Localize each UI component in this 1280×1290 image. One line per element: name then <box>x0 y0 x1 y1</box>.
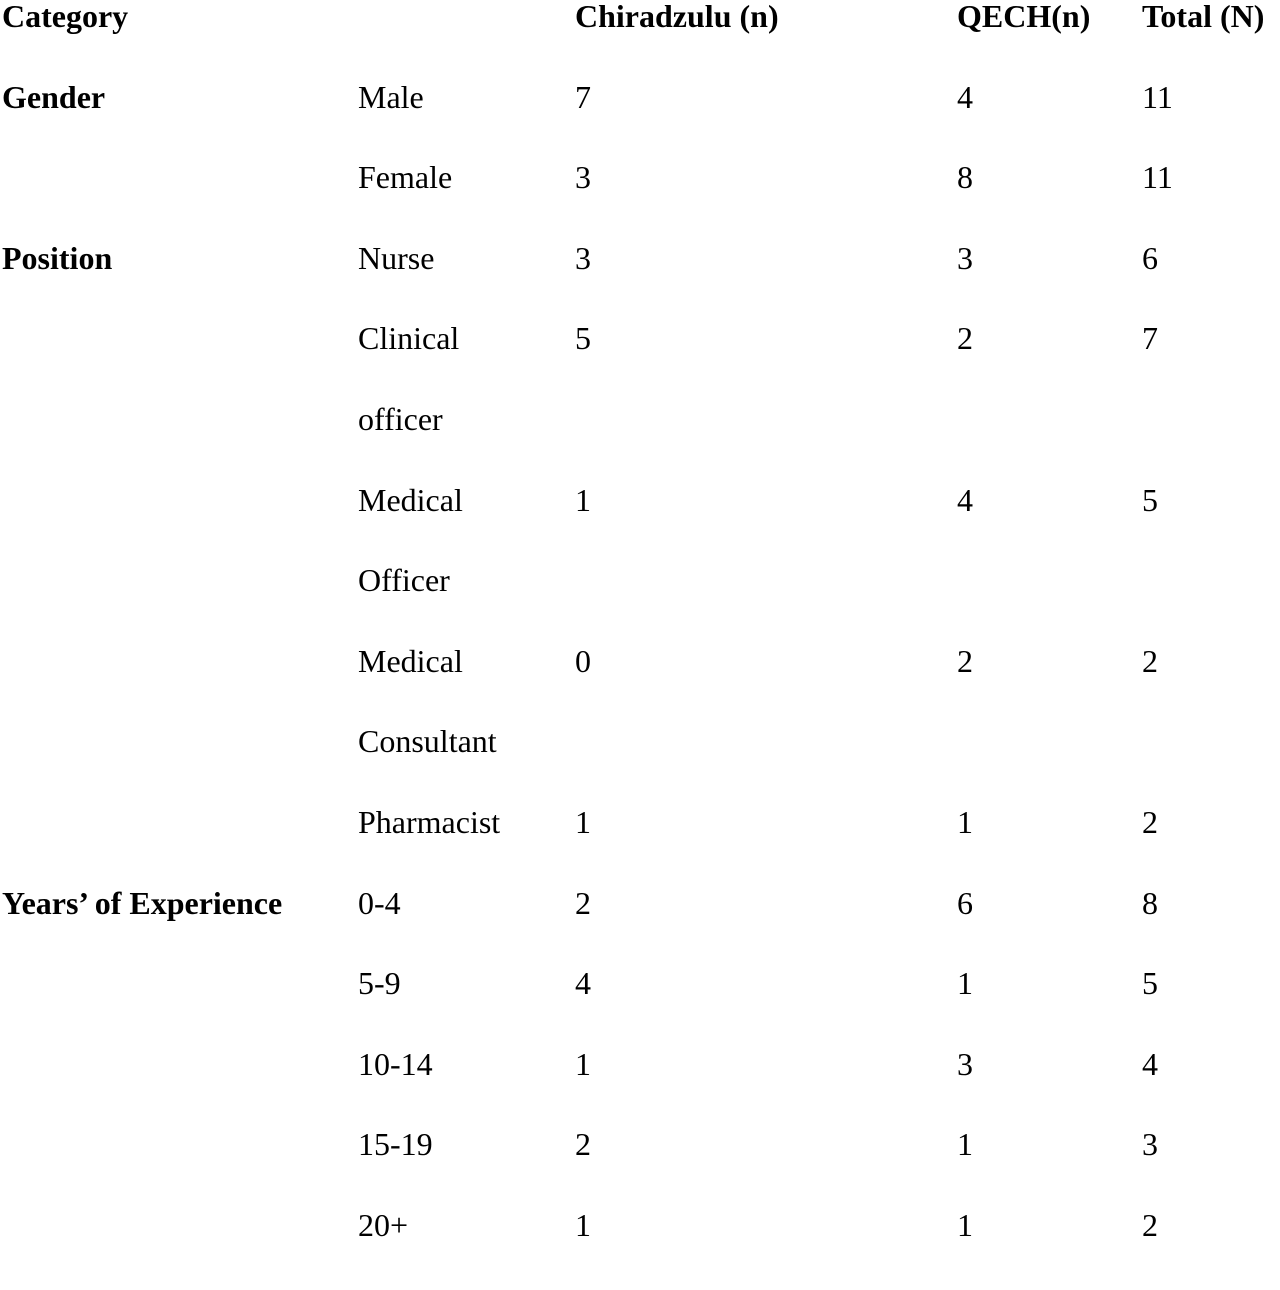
table-row <box>0 161 1280 242</box>
subcategory-cell: 10-14 <box>358 1045 433 1082</box>
chiradzulu-cell: 1 <box>575 481 591 518</box>
subcategory-cell: 15-19 <box>358 1126 433 1163</box>
qech-cell: 3 <box>957 1045 973 1082</box>
chiradzulu-cell: 2 <box>575 884 591 921</box>
total-cell: 5 <box>1142 481 1158 518</box>
table-row <box>0 967 1280 1048</box>
total-cell: 2 <box>1142 642 1158 679</box>
table-row <box>0 1128 1280 1209</box>
qech-cell: 1 <box>957 803 973 840</box>
table-row <box>0 78 1280 162</box>
subcategory-cell: Consultant <box>358 723 497 760</box>
table-row <box>0 725 1280 806</box>
table-row <box>0 322 1280 403</box>
qech-cell: 2 <box>957 642 973 679</box>
subcategory-cell: Medical <box>358 642 463 679</box>
chiradzulu-cell: 0 <box>575 642 591 679</box>
qech-cell: 6 <box>957 884 973 921</box>
total-cell: 6 <box>1142 239 1158 276</box>
total-cell: 2 <box>1142 803 1158 840</box>
subcategory-cell: Medical <box>358 481 463 518</box>
qech-cell: 2 <box>957 320 973 357</box>
total-cell: 4 <box>1142 1045 1158 1082</box>
header-qech: QECH(n) <box>957 0 1091 34</box>
table-row <box>0 884 1280 968</box>
qech-cell: 1 <box>957 1206 973 1243</box>
subcategory-cell: officer <box>358 400 443 437</box>
subcategory-cell: Officer <box>358 562 450 599</box>
subcategory-cell: Nurse <box>358 239 435 276</box>
table-row <box>0 400 1280 484</box>
subcategory-cell: Female <box>358 159 453 196</box>
header-category: Category <box>2 0 129 34</box>
table-row <box>0 803 1280 887</box>
qech-cell: 4 <box>957 78 973 115</box>
table-row <box>0 239 1280 323</box>
qech-cell: 4 <box>957 481 973 518</box>
table-header-row <box>0 0 1280 81</box>
chiradzulu-cell: 1 <box>575 803 591 840</box>
table-row <box>0 564 1280 645</box>
total-cell: 7 <box>1142 320 1158 357</box>
subcategory-cell: Clinical <box>358 320 460 357</box>
total-cell: 8 <box>1142 884 1158 921</box>
subcategory-cell: 20+ <box>358 1206 409 1243</box>
category-cell: Years’ of Experience <box>2 884 283 921</box>
chiradzulu-cell: 1 <box>575 1206 591 1243</box>
subcategory-cell: 0-4 <box>358 884 401 921</box>
qech-cell: 1 <box>957 965 973 1002</box>
chiradzulu-cell: 1 <box>575 1045 591 1082</box>
total-cell: 2 <box>1142 1206 1158 1243</box>
subcategory-cell: Pharmacist <box>358 803 501 840</box>
chiradzulu-cell: 5 <box>575 320 591 357</box>
category-cell: Gender <box>2 78 106 115</box>
total-cell: 5 <box>1142 965 1158 1002</box>
total-cell: 3 <box>1142 1126 1158 1163</box>
table-row <box>0 1045 1280 1129</box>
qech-cell: 8 <box>957 159 973 196</box>
subcategory-cell: 5-9 <box>358 965 401 1002</box>
total-cell: 11 <box>1142 159 1173 196</box>
header-total: Total (N) <box>1142 0 1265 34</box>
qech-cell: 1 <box>957 1126 973 1163</box>
subcategory-cell: Male <box>358 78 424 115</box>
chiradzulu-cell: 3 <box>575 239 591 276</box>
qech-cell: 3 <box>957 239 973 276</box>
chiradzulu-cell: 4 <box>575 965 591 1002</box>
chiradzulu-cell: 2 <box>575 1126 591 1163</box>
table-row <box>0 1206 1280 1290</box>
header-chiradzulu: Chiradzulu (n) <box>575 0 779 34</box>
table-row <box>0 642 1280 726</box>
table-row <box>0 481 1280 565</box>
chiradzulu-cell: 7 <box>575 78 591 115</box>
chiradzulu-cell: 3 <box>575 159 591 196</box>
total-cell: 11 <box>1142 78 1173 115</box>
category-cell: Position <box>2 239 113 276</box>
